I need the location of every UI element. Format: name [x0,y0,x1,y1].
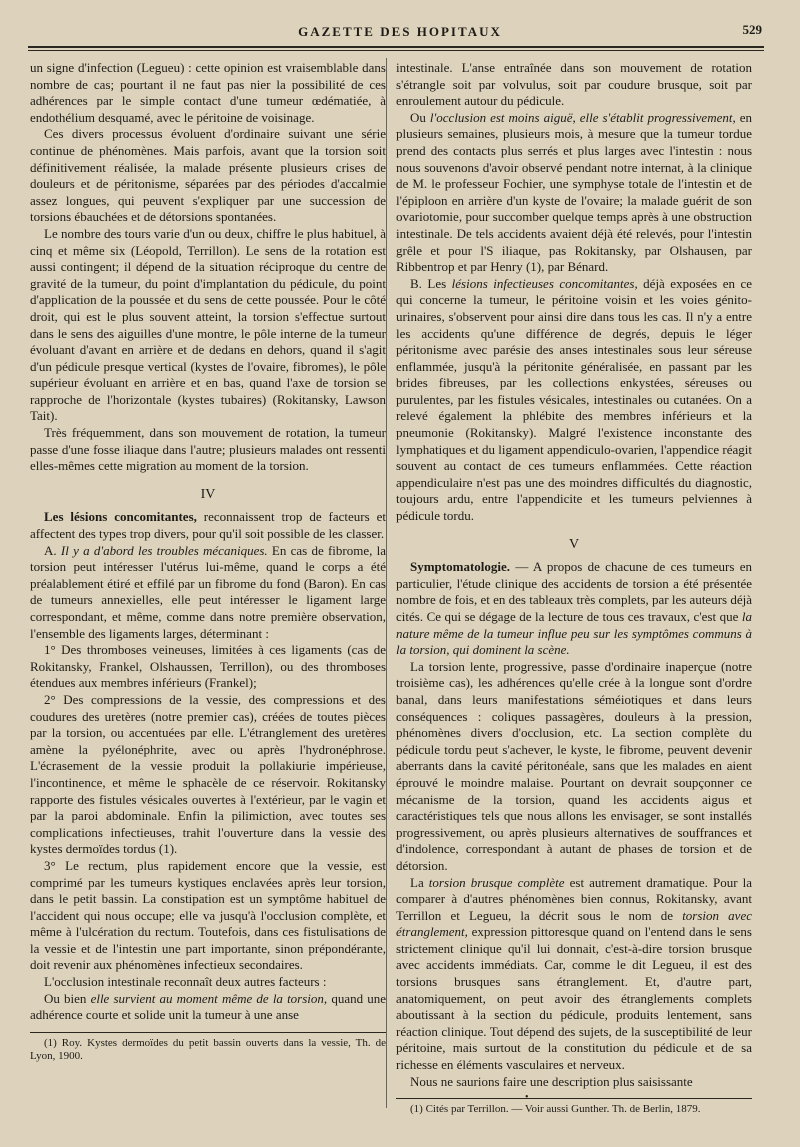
paragraph-prefix: Ou [410,109,430,125]
paragraph-text: reconnaissent trop de facteurs et affectent des types trop divers, pour qu'il soit possible de les classer. [30,509,386,542]
header-rule [28,46,764,48]
page-mark: • [525,1092,529,1103]
running-head [28,24,772,44]
paragraph [30,543,386,643]
paragraph: 2° Des compressions de la vessie, des compressions et des coudures des uretères (notre premier cas), créées de toutes pièces par la torsion, ou accentuées par elle. L'étranglement des uretères amène la pyélonéphrite, avec ou après l'hydronéphrose. L'écrasement de la vessie produit la pollakiurie impérieuse, l'incontinence, et même le sphacèle de ce réservoir. Rokitansky rapporte des fistules vésicales ouvertes à l'extérieur, par le vagin et par la paroi abdominale. Enfin la pilimiction, avec toutes ses complications infectieuses, trahit l'ouverture dans la vessie des kystes dermoïdes tordus (1). [30,691,386,857]
footnote: (1) Roy. Kystes dermoïdes du petit bassin ouverts dans la vessie, Th. de Lyon, 1900. [30,1036,386,1062]
paragraph-text: expression pittoresque quand on l'entend dans le sens strictement clinique qu'il lui donnait, c'est-à-dire torsion brusque avec accidents immédiats. Car, comme le dit Legueu, il est des torsions brusques sans étranglement. Et, d'autre part, anatomiquement, on peut avoir des étranglements complets aboutissant à la section du pédicule, produits lentement, sans réaction clinique. Tout dépend des sujets, de la susceptibilité de leur péritoine, mais surtout de la constitution du pédicule et de sa richesse en éléments vasculaires et nerveux. [396,924,752,1073]
right-column [396,60,752,1116]
footnote-rule [396,1098,752,1099]
paragraph-text: déjà exposées en ce qui concerne la tumeur, le péritoine voisin et les voies génito-urinaires, s'observent pour ainsi dire dans tous les cas. Il n'y a entre les accidents qu'une différence de degrés, depuis le léger péritonisme avec parésie des anses intestinales sous leur séreuse enflammée, jusqu'à la péritonite généralisée, en passant par les brides fibreuses, par les collections enkystées, séreuses ou purulentes, par les fistules vésicales, intestinales ou cutanées. On a relevé également la phlébite des membres inférieurs et la pneumonie (Rokitansky). Malgré l'existence inconstante des lymphatiques et du ligament appendiculo-ovarien, l'appendice réagit souvent au contact de ces tumeurs enflammées. Cette réaction appendiculaire n'est pas une des moindres difficultés du diagnostic, toujours ardu, entre l'appendicite et les tumeurs pelviennes à pédicule tordu. [396,275,752,524]
italic-phrase: elle survient au moment même de la torsion, [90,990,328,1006]
lead-phrase: Symptomatologie. [410,559,511,575]
paragraph-prefix: A. [44,542,61,558]
footnote-rule [30,1032,386,1033]
header-rule-thin [28,50,764,51]
paragraph: 1° Des thromboses veineuses, limitées à ces ligaments (cas de Rokitansky, Frankel, Olshaussen, Terrillon), ou des thromboses étendues aux membres inférieurs (Frankel); [30,642,386,691]
paragraph: intestinale. L'anse entraînée dans son mouvement de rotation s'étrangle soit par volvulus, soit par coudure brusque, soit par enroulement autour du pédicule. [396,60,752,109]
italic-phrase: la nature même de la tumeur influe peu sur les symptômes communs à la torsion, qui dominent la scène. [396,609,752,658]
paragraph: La torsion lente, progressive, passe d'ordinaire inaperçue (notre troisième cas), les adhérences qu'elle crée à la longue sont d'ordre banal, dans leurs manifestations séméiotiques et dans leurs conséquences : coliques passagères, douleurs à la pression, phénomènes divers d'occlusion, etc. La section complète du pédicule tordu peut s'achever, le kyste, le fibrome, peuvent devenir aberrants dans la cavité péritonéale, sans que les malades en aient éprouvé le moindre malaise. Pourtant on devrait soupçonner ce mécanisme de la torsion, quand les accidents aigus et caractéristiques tels que nous allons les envisager, se sont installés progressivement, ou après plusieurs alternatives de souffrances et d'indolence, correspondant à autant de phases de torsion et de détorsion. [396,658,752,873]
paragraph-prefix: Ou bien [44,990,91,1006]
paragraph [396,875,752,1074]
section-heading: V [568,536,580,552]
left-column [30,60,386,1063]
paragraph [396,559,752,659]
italic-phrase: torsion avec étranglement, [396,907,752,940]
paragraph-prefix: B. Les [410,275,452,291]
page-number: 529 [742,22,762,37]
paragraph: Ces divers processus évoluent d'ordinaire suivant une série continue de phénomènes. Mais parfois, avant que la torsion soit définitivement réalisée, la malade présente plusieurs crises de douleurs et de péritonisme, séparées par des périodes d'accalmie assez longues, qui peuvent s'expliquer par une succession de torsions ébauchées et de détorsions spontanées. [30,126,386,225]
paragraph: Le nombre des tours varie d'un ou deux, chiffre le plus habituel, à cinq et même six (Léopold, Terrillon). Le sens de la rotation est aussi contingent; il dépend de la situation réciproque du centre de gravité de la tumeur, du point d'implantation du pédicule, du point d'application de la poussée et du sens de cette poussée. Pour le côté droit, qui est le plus souvent atteint, la torsion s'effectue surtout dans le sens des aiguilles d'une montre, le pôle interne de la tumeur évoluant d'avant en arrière et de dedans en dehors, quand il s'agit d'un pédicule presque vertical (kystes de l'ovaire, fibromes), le pôle supérieur évoluant en arrière et en bas, quand l'axe de torsion se rapproche de l'horizontale (kystes tubaires) (Rokitansky, Lawson Tait). [30,225,386,424]
paragraph-text: En cas de fibrome, la torsion peut intéresser l'utérus lui-même, quand le corps a été préalablement étiré et effilé par un fibrome du fond (Baron). En cas de tumeurs annexielles, elle peut intéresser le ligament large correspondant, et même, comme dans notre première observation, l'ensemble des ligaments larges, déterminant : [30,542,386,641]
paragraph [30,509,386,542]
italic-phrase: l'occlusion est moins aiguë, elle s'établit progressivement, [429,109,736,125]
paragraph-text: quand une adhérence courte et solide unit la tumeur à une anse [30,990,386,1023]
italic-phrase: Il y a d'abord les troubles mécaniques. [60,542,268,558]
paragraph: 3° Le rectum, plus rapidement encore que la vessie, est comprimé par les tumeurs kystiques enclavées après leur torsion, dans le petit bassin. La constipation est un symptôme habituel de l'accident qui nous occupe; elle va jusqu'à l'occlusion complète, et même à l'ulcération du rectum. Toutefois, dans ces fistulisations de la vessie et de l'intestin une part importante, sinon prépondérante, doit revenir aux phénomènes infectieux secondaires. [30,857,386,973]
italic-phrase: torsion brusque complète [428,874,565,890]
italic-phrase: lésions infectieuses concomitantes, [451,275,638,291]
paragraph-text: — A propos de chacune de ces tumeurs en particulier, l'étude clinique des accidents de torsion a été présentée nombre de fois, et en des tableaux très complets, par les auteurs déjà cités. Ce qui se dégage de la lecture de tous ces travaux, c'est que [396,559,752,624]
section-heading: IV [200,486,216,502]
paragraph [30,991,386,1024]
lead-phrase: Les lésions concomitantes, [44,509,197,525]
paragraph: Nous ne saurions faire une description plus saisissante [410,1073,693,1089]
paragraph-text: est autrement dramatique. Pour la comparer à d'autres phénomènes bien connus, Rokitansky, avant Terrillon et Legueu, la décrit sous le nom de [396,874,752,923]
journal-title: GAZETTE DES HOPITAUX [298,24,502,39]
paragraph [396,276,752,525]
paragraph-prefix: La [410,874,429,890]
paragraph: L'occlusion intestinale reconnaît deux autres facteurs : [44,974,327,990]
paragraph [396,110,752,276]
footnote: (1) Cités par Terrillon. — Voir aussi Gunther. Th. de Berlin, 1879. [410,1103,701,1116]
paragraph-text: en plusieurs semaines, plusieurs mois, à mesure que la tumeur tordue prend des contacts plus serrés et plus larges avec l'intestin : nous nous souvenons d'avoir observé pendant notre internat, à la clinique de M. le professeur Fochier, une symphyse totale de l'intestin et de l'épiploon en arrière d'un kyste de l'ovaire; la malade guérit de son ovariotomie, pour succomber quelque temps après à une obstruction intestinale. De tels accidents avaient déjà été relevés, pour l'intestin grêle et pour l'S iliaque, pas Rokitansky, par Olshausen, par Ribbentrop et par Henry (1), par Bénard. [396,109,752,275]
column-divider [386,58,387,1108]
paragraph: Très fréquemment, dans son mouvement de rotation, la tumeur passe d'une fosse iliaque dans l'autre; plusieurs malades ont ressenti elles-mêmes cette migration au moment de la torsion. [30,425,386,474]
paragraph: un signe d'infection (Legueu) : cette opinion est vraisemblable dans nombre de cas; pourtant il ne faut pas nier la possibilité de ces adhérences par le simple contact d'une tumeur œdématiée, à endothélium desquamé, avec le péritoine de voisinage. [30,60,386,125]
